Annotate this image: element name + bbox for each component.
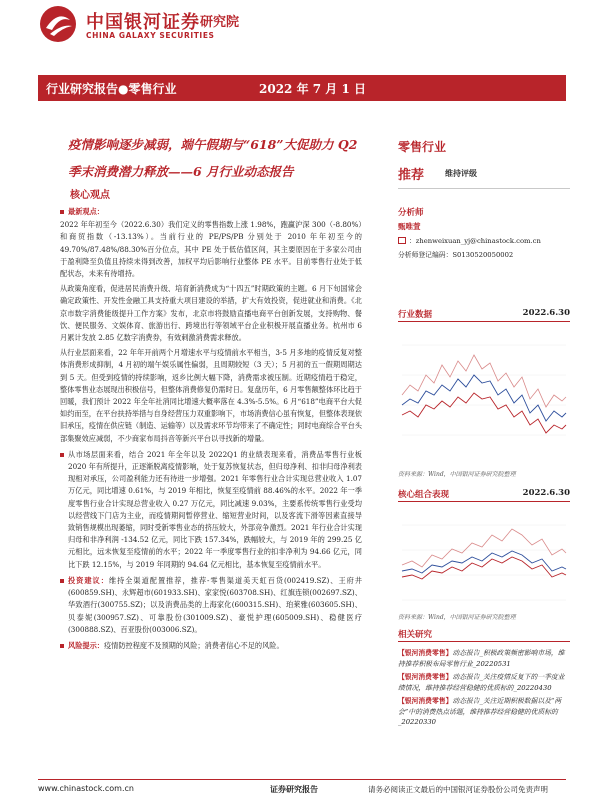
footer-disclaimer: 请务必阅读正文最后的中国银河证券股份公司免责声明 bbox=[368, 785, 548, 794]
chart-series-line bbox=[402, 375, 566, 421]
industry-data-heading: 行业数据 2022.6.30 bbox=[398, 308, 570, 320]
latest-views-heading: 最新观点： bbox=[60, 206, 362, 218]
report-title-line-1: 疫情影响逐步减弱，端午假期与“618”大促助力 Q2 bbox=[68, 137, 358, 152]
rating-status: 维持评级 bbox=[445, 168, 477, 178]
body-bullet bbox=[60, 575, 362, 636]
core-views-heading: 核心观点 bbox=[70, 190, 110, 201]
chart-source: 资料来源：Wind，中国银河证券研究院整理 bbox=[398, 471, 516, 478]
core-portfolio-chart bbox=[398, 505, 570, 615]
analyst-heading: 分析师 bbox=[398, 208, 424, 218]
body-paragraph: 从行业层面来看，22 年年开前两个月增速水平与疫情前水平相当，3-5 月多地的疫情反复对整体消费形成抑制，4 月初的端午娱乐属性偏弱，且周期较短（3 天）；5 月初的五一假期周期达到 5 天。但受到疫情的持续影响，返乡比例大幅下降，消费需求被压制。近期疫情趋于稳定，整体零售业态展现出积极信号，但整体消费修复仍需时日。复盘历年，6 月零售额整体环比趋于回暖，我们预计 2022 年全年社消同比增速大概率落在 4.3%-5.5%。6 月“618”电商平台大促如约而至，在平台扶持举措与自身经营压力双重影响下，市场消费信心虽有恢复，但整体表现依旧承压，疫情在供应链（制造、运输等）以及需求环节均带来了不确定性；同时电商综合平台头部集聚效应减弱，不少商家布局抖音等新兴平台以寻找新的增量。 bbox=[60, 348, 362, 443]
footer-divider bbox=[38, 779, 566, 780]
list-item[interactable]: 【银河消费零售】动态报告_关注疫情反复下的一季度业绩情况，维持推荐经营稳健的优质标的_20220430 bbox=[398, 673, 565, 692]
body-paragraph: 从政策角度看，促进居民消费升级、培育新消费成为“十四五”时期政策的主题。6 月下旬国常会确定政策性、开发性金融工具支持重大项目建设的举措，扩大有效投资，促进就业和消费。《北京市数字消费能级提升工作方案》发布，北京市将鼓励直播电商平台创新发展，支持购物、餐饮、便民服务、文娱体育、旅游出行、跨境出行等领域平台企业积极开展直播业务。杭州市 6 月累计发放 2.85 亿数字消费券，有效刺激消费需求释放。 bbox=[60, 284, 362, 343]
industry-name: 零售行业 bbox=[398, 140, 447, 154]
list-item[interactable]: 【银河消费零售】动态报告_积极政策频密影响市场，维持推荐积极布局零售行业_20220531 bbox=[398, 649, 565, 668]
bullet-square-icon bbox=[60, 575, 68, 587]
analyst-email: ：zhenweixuan_yj@chinastock.com.cn bbox=[398, 235, 541, 245]
report-title-line-2: 季末消费潜力释放——6 月行业动态报告 bbox=[68, 164, 294, 179]
logo-company-name: 中国银河证券 bbox=[86, 12, 200, 33]
chart-series-line bbox=[402, 355, 566, 407]
rating: 推荐 bbox=[398, 168, 425, 183]
analyst-certificate: 分析师登记编码：S0130520050002 bbox=[398, 251, 514, 259]
bullet-square-icon bbox=[60, 206, 68, 218]
report-body bbox=[60, 206, 362, 652]
body-bullet bbox=[60, 449, 362, 571]
related-research-list bbox=[398, 648, 570, 731]
bullet-label: 投资建议： bbox=[68, 575, 109, 585]
chart-series-line bbox=[402, 529, 566, 567]
analyst-name: 甄唯萱 bbox=[398, 222, 421, 231]
bullet-square-icon bbox=[60, 449, 68, 461]
chart-source: 资料来源：Wind，中国银河证券研究院整理 bbox=[398, 614, 516, 621]
list-item[interactable]: 【银河消费零售】动态报告_关注近期积极数据以及“两会”中的消费热点话题，维持推荐经营稳健的优质标的_20220330 bbox=[398, 697, 562, 726]
report-date: 2022 年 7 月 1 日 bbox=[259, 82, 366, 96]
footer-website[interactable]: www.chinastock.com.cn bbox=[38, 784, 134, 793]
core-portfolio-heading: 核心组合表现 2022.6.30 bbox=[398, 488, 570, 500]
logo-english-name: CHINA GALAXY SECURITIES bbox=[86, 31, 215, 40]
footer-label: 证券研究报告 bbox=[270, 784, 318, 794]
report-type: 行业研究报告●零售行业 bbox=[46, 82, 177, 96]
bullet-text: 疫情防控程度不及预期的风险；消费者信心不足的风险。 bbox=[103, 640, 284, 650]
report-banner bbox=[38, 75, 566, 101]
industry-data-chart bbox=[398, 325, 570, 465]
bullet-square-icon bbox=[60, 640, 68, 652]
bullet-text: 从市场层面来看，结合 2021 年全年以及 2022Q1 的业绩表现来看，消费品零售行业板 2020 年有所提升，正逐渐脱离疫情影响，处于复苏恢复状态，但归母净利、扣非归母净利表现相对承压，公司盈利能力还有待进一步增强。2021 年零售行业合计实现总营业收入 1.07 万亿元，同比增速 0.61%，与 2019 年相比，恢复至疫情前 88.46%的水平。2022 年一季度零售行业合计实现总营业收入 0.27 万亿元，同比减速 9.03%，主要系传统零售行业受均以经营线下门店为主业，而疫情期间暂停营业、缩短营业时间，以及客流下滑等因素直接导致销售规模出现萎缩，同时受新零售业态的挤压较大，外部竞争激烈。2021 年行业合计实现归母和非净利润 -134.52 亿元，同比下跌 157.34%，跌幅较大，与 2019 年的 299.25 亿元相比，远未恢复至疫情前的水平；2022 年一季度零售行业的扣非净利为 94.66 亿元，同比下跌 12.15%，与 2019 年同期的 94.64 亿元相比，基本恢复至疫情前水平。 bbox=[68, 449, 362, 569]
body-paragraph: 2022 年年初至今（2022.6.30）我们定义的零售指数上涨 1.98%，跑赢沪深 300（-8.80%）和商贸指数（-13.13%）。当前行业的 PE/PS/PB 分别处于 2010 年年初至今的 49.70%/87.48%/88.30%百分位点，其中 PE 处于低估值区间，其主要原因在于多家公司由于盈利降至负值且持续未得到改善，加权平均后影响行业整体 PE 水平。目前零售行业处于低配状态，未来有待增持。 bbox=[60, 220, 362, 279]
chart-series-line bbox=[402, 393, 566, 433]
bullet-text: 维持全渠道配置推荐，推荐-零售渠道美天虹百货(002419.SZ)、王府井(600859.SH)、永辉超市(601933.SH)、家家悦(603708.SH)、红旗连锁(002697.SZ)、华致酒行(300755.SZ)；以及消费品类的上海家化(600315.SH)、珀莱雅(603605.SH)、贝泰妮(300957.SZ)、可靠股份(301009.SZ)、豪悦护理(605009.SH)、稳健医疗(300888.SZ)、百亚股份(003006.SZ)。 bbox=[68, 575, 362, 634]
related-research-heading: 相关研究 bbox=[398, 628, 570, 642]
sidebar-divider bbox=[398, 188, 570, 189]
chart-series-line bbox=[402, 557, 566, 579]
bullet-label: 风险提示： bbox=[68, 640, 104, 650]
logo-institute-name: 研究院 bbox=[200, 15, 240, 30]
galaxy-logo-icon bbox=[38, 4, 78, 44]
body-bullet bbox=[60, 640, 362, 652]
mail-icon bbox=[398, 237, 406, 244]
